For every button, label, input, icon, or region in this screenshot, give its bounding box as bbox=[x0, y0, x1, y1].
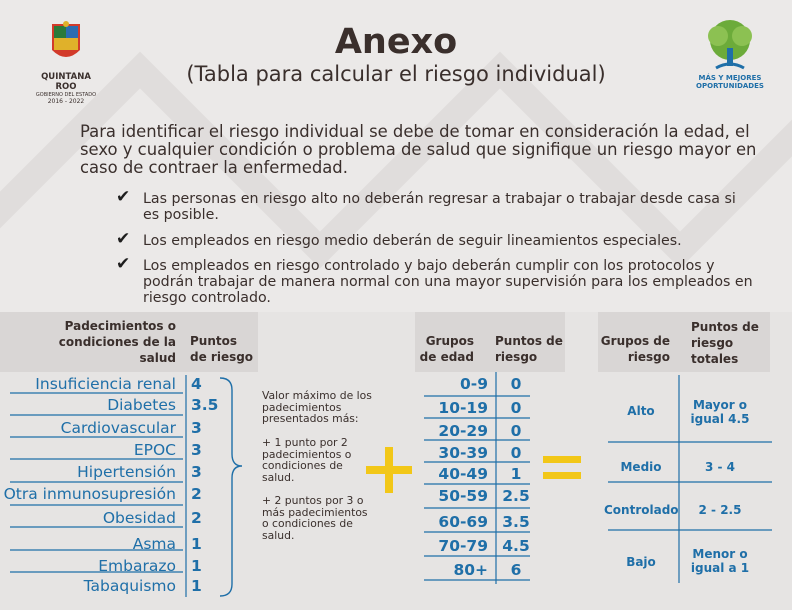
age-group: 0-9 bbox=[459, 375, 488, 393]
condition-name: Hipertensión bbox=[77, 463, 176, 481]
risk-points-header: Puntos de riesgo totales bbox=[691, 320, 759, 366]
equals-icon bbox=[543, 456, 581, 480]
condition-points: 1 bbox=[191, 535, 202, 553]
condition-name: Insuficiencia renal bbox=[35, 375, 176, 393]
age-points: 6 bbox=[510, 561, 522, 579]
risk-group: Medio bbox=[620, 460, 662, 474]
bullet-text: Los empleados en riesgo medio deberán de seguir lineamientos especiales. bbox=[143, 233, 682, 249]
conditions-header: Padecimientos o condiciones de la salud bbox=[58, 319, 176, 365]
risk-points: 2 - 2.5 bbox=[698, 503, 742, 517]
age-group: 40-49 bbox=[438, 465, 488, 483]
state-years: 2016 - 2022 bbox=[47, 98, 85, 105]
checkmark-icon: ✔ bbox=[116, 229, 131, 249]
condition-name: Asma bbox=[132, 535, 176, 553]
condition-points: 4 bbox=[191, 375, 202, 393]
age-points: 0 bbox=[510, 375, 522, 393]
condition-points: 1 bbox=[191, 577, 202, 595]
age-points: 4.5 bbox=[502, 537, 530, 555]
bullet-text: Las personas en riesgo alto no deberán regresar a trabajar o trabajar desde casa si es posible. bbox=[143, 191, 736, 223]
condition-name: EPOC bbox=[133, 441, 176, 459]
condition-points: 1 bbox=[191, 557, 202, 575]
risk-points: 3 - 4 bbox=[704, 460, 736, 474]
bullet-item bbox=[116, 229, 756, 249]
bullet-item bbox=[116, 254, 756, 306]
age-group: 50-59 bbox=[438, 487, 488, 505]
age-group: 60-69 bbox=[438, 513, 488, 531]
bracket-shape bbox=[218, 376, 258, 598]
risk-group: Bajo bbox=[626, 555, 656, 569]
age-points-header: Puntos de riesgo bbox=[495, 334, 563, 364]
logo-line2: OPORTUNIDADES bbox=[696, 82, 764, 90]
condition-points: 3 bbox=[191, 463, 202, 481]
condition-points: 2 bbox=[191, 485, 202, 503]
page-subtitle: (Tabla para calcular el riesgo individual) bbox=[186, 62, 606, 86]
intro-paragraph: Para identificar el riesgo individual se debe de tomar en consideración la edad, el sexo y cualquier condición o problema de salud que signifique un riesgo mayor en caso de contraer la enfermedad. bbox=[80, 122, 757, 177]
three-conditions-note: + 2 puntos por 3 o más padecimientos o condiciones de salud. bbox=[262, 494, 368, 542]
condition-name: Cardiovascular bbox=[60, 419, 176, 437]
state-government: GOBIERNO DEL ESTADO bbox=[35, 92, 97, 98]
risk-points: Mayor o igual 4.5 bbox=[690, 398, 750, 426]
checkmark-icon: ✔ bbox=[116, 187, 131, 207]
two-conditions-note: + 1 punto por 2 padecimientos o condiciones de salud. bbox=[262, 436, 352, 484]
condition-name: Tabaquismo bbox=[83, 577, 176, 595]
max-value-note: Valor máximo de los padecimientos presentados más: bbox=[262, 389, 372, 425]
page-title: Anexo bbox=[334, 22, 458, 62]
condition-points: 2 bbox=[191, 509, 202, 527]
condition-points: 3.5 bbox=[191, 396, 219, 414]
bullet-item bbox=[116, 187, 756, 223]
condition-points: 3 bbox=[191, 441, 202, 459]
age-group: 80+ bbox=[453, 561, 488, 579]
condition-name: Obesidad bbox=[102, 509, 176, 527]
logo-line1: MÁS Y MEJORES bbox=[698, 74, 762, 82]
conditions-points-header: Puntos de riesgo bbox=[190, 334, 254, 364]
age-points: 0 bbox=[510, 444, 522, 462]
risk-group: Alto bbox=[627, 404, 655, 418]
condition-name: Diabetes bbox=[107, 396, 176, 414]
age-group: 30-39 bbox=[438, 444, 488, 462]
age-points: 0 bbox=[510, 422, 522, 440]
age-points: 2.5 bbox=[502, 487, 530, 505]
checkmark-icon: ✔ bbox=[116, 254, 131, 274]
age-group: 70-79 bbox=[438, 537, 488, 555]
age-group: 20-29 bbox=[438, 422, 488, 440]
condition-name: Otra inmunosupresión bbox=[3, 485, 176, 503]
age-points: 0 bbox=[510, 399, 522, 417]
age-points: 3.5 bbox=[502, 513, 530, 531]
risk-group-header: Grupos de riesgo bbox=[600, 334, 670, 364]
state-name: QUINTANA ROO bbox=[41, 72, 91, 92]
condition-name: Embarazo bbox=[98, 557, 176, 575]
condition-points: 3 bbox=[191, 419, 202, 437]
age-header: Grupos de edad bbox=[419, 334, 474, 364]
plus-icon bbox=[366, 447, 412, 493]
bullet-text: Los empleados en riesgo controlado y bajo deberán cumplir con los protocolos y podrán trabajar de manera normal con una mayor supervisión para los empleados en riesgo controlado. bbox=[143, 258, 753, 306]
age-group: 10-19 bbox=[438, 399, 488, 417]
age-points: 1 bbox=[510, 465, 522, 483]
risk-points: Menor o igual a 1 bbox=[690, 547, 750, 575]
risk-group: Controlado bbox=[604, 503, 679, 517]
